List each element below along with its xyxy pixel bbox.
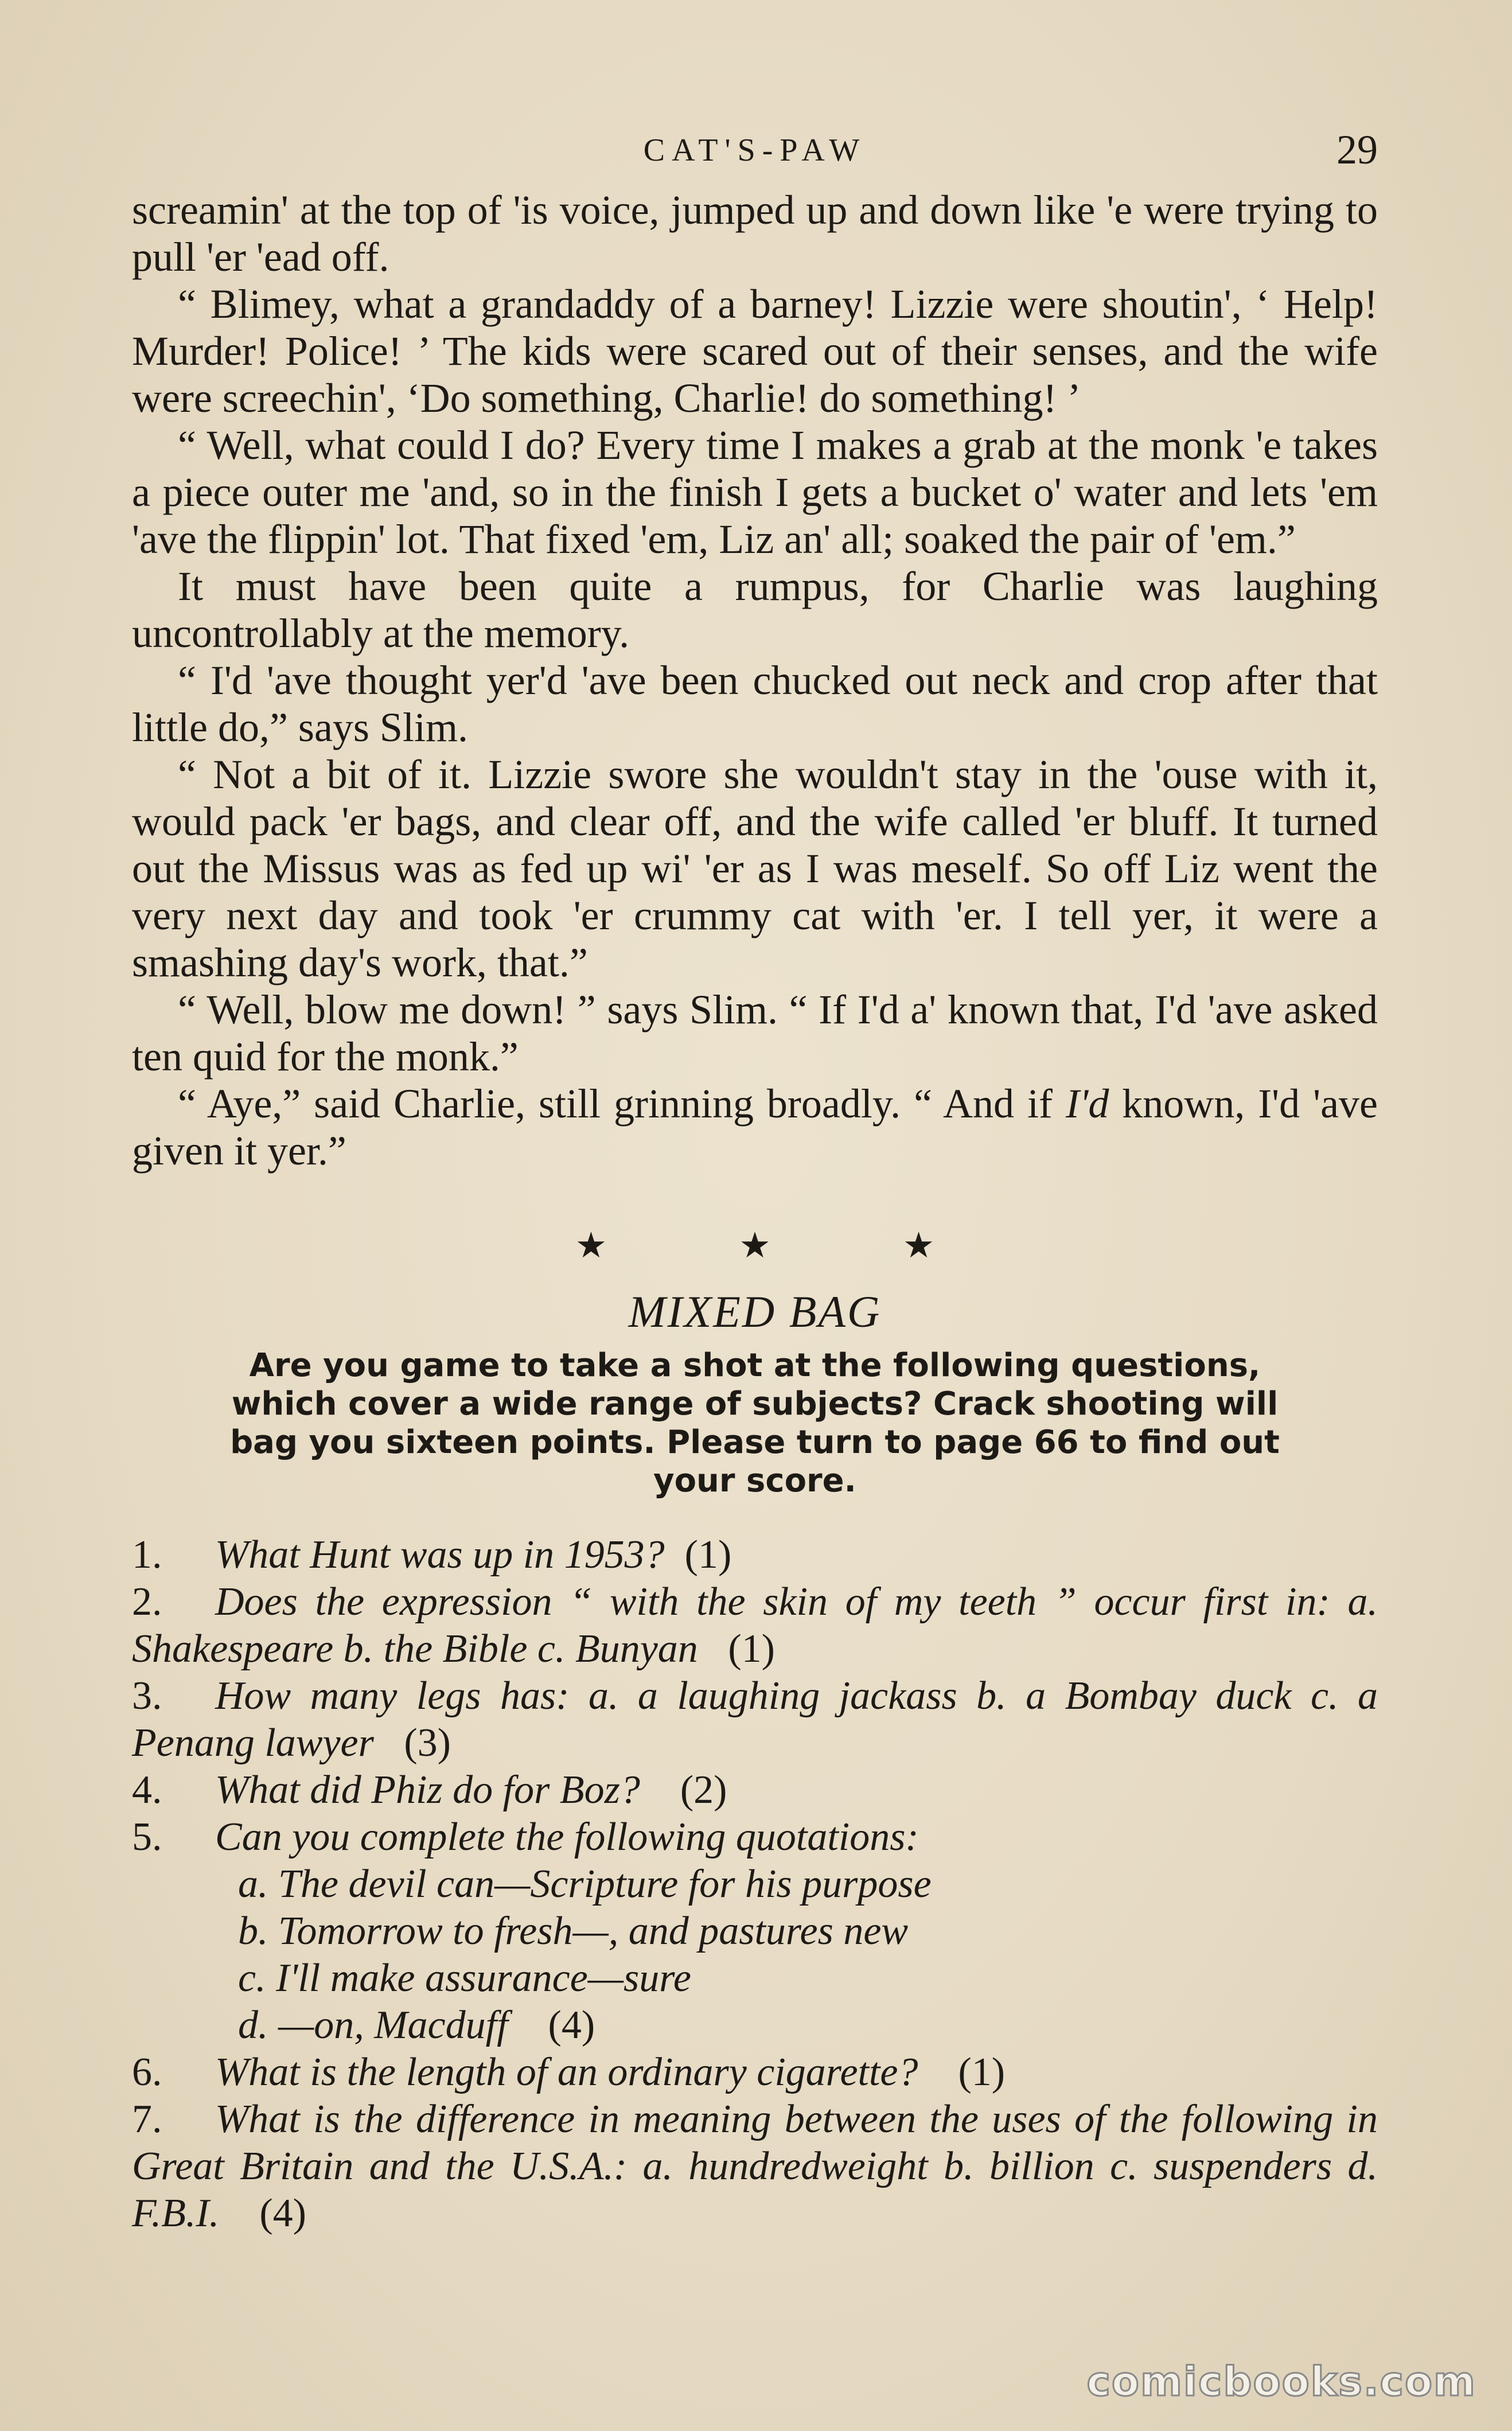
question-content [215,1532,1378,1579]
paragraph-text-after: known, I'd 'ave given it yer.” [132,1081,1378,1174]
question-item [132,1673,1378,1767]
question-text: Does the expression “ with the skin of my teeth ” occur first in: a. Shakespeare b. the Bible c. Bunyan [132,1580,1378,1671]
question-points: (2) [680,1768,727,1812]
story-paragraph: “ Well, what could I do? Every time I makes a grab at the monk 'e takes a piece outer me 'and, so in the finish I gets a bucket o' water and lets 'em 'ave the flippin' lot. That fixed 'em, Liz an' all; soaked the pair of 'em.” [132,422,1378,562]
question-text: What is the difference in meaning between the uses of the following in Great Britain and the U.S.A.: a. hundredweight b. billion c. suspenders d. F.B.I. [132,2097,1378,2235]
page-number: 29 [1336,127,1378,173]
question-points: (4) [259,2191,306,2235]
question-item [132,1579,1378,1673]
question-item [132,2096,1378,2237]
story-paragraph: It must have been quite a rumpus, for Charlie was laughing uncontrollably at the memory. [132,563,1378,656]
question-points: (1) [958,2050,1006,2094]
question-item [132,1532,1378,1579]
story-paragraph: “ Well, blow me down! ” says Slim. “ If I'd a' known that, I'd 'ave asked ten quid for the monk.” [132,987,1378,1080]
question-text: What is the length of an ordinary cigarette? [215,2050,918,2094]
story-paragraph-last [132,1080,1378,1174]
question-number: 1. [132,1533,162,1577]
question-content [215,1767,1378,1814]
question-text: What Hunt was up in 1953? [215,1533,665,1577]
question-content [215,2049,1378,2096]
star-icon: ★ [902,1226,935,1265]
question-number: 2. [132,1580,162,1624]
question-text: How many legs has: a. a laughing jackass b. a Bombay duck c. a Penang lawyer [132,1674,1378,1765]
star-icon: ★ [739,1226,771,1265]
section-divider [132,1220,1378,1272]
book-page [132,118,1378,2237]
question-item [132,1814,1378,1861]
story-text [132,186,1378,1174]
star-icon: ★ [575,1226,607,1265]
quotation-item: b. Tomorrow to fresh—, and pastures new [238,1909,909,1953]
quiz-title: MIXED BAG [628,1287,882,1337]
question-text: Can you complete the following quotations: [215,1815,919,1859]
question-number: 3. [132,1674,162,1718]
page-header [132,118,1378,186]
quiz-questions [132,1532,1378,2237]
question-points: (4) [548,2003,595,2047]
question-number: 6. [132,2050,162,2094]
story-paragraph: “ Not a bit of it. Lizzie swore she wouldn't stay in the 'ouse with it, would pack 'er bags, and clear off, and the wife called 'er bluff. It turned out the Missus was as fed up wi' 'er as I was meself. So off Liz went the very next day and took 'er crummy cat with 'er. I tell yer, it were a smashing day's work, that.” [132,751,1378,985]
question-points: (1) [728,1627,775,1671]
paragraph-emphasis: I'd [1065,1081,1109,1127]
question-points: (1) [684,1533,732,1577]
question-number: 7. [132,2097,162,2141]
question-text: What did Phiz do for Boz? [215,1768,640,1812]
quotation-item-last [132,2002,1378,2049]
watermark-logo: comicbooks.com [1086,2358,1476,2405]
story-paragraph: screamin' at the top of 'is voice, jumped up and down like 'e were trying to pull 'er 'ead off. [132,187,1378,280]
quotation-text: d. —on, Macduff [238,2003,508,2047]
quiz-intro: Are you game to take a shot at the following questions, which cover a wide range of subjects? Crack shooting will bag you sixteen points. Please turn to page 66 to find out your score. [230,1347,1280,1499]
question-item [132,1767,1378,1814]
question-number: 5. [132,1815,162,1859]
quotation-item: a. The devil can—Scripture for his purpose [238,1862,932,1906]
question-points: (3) [404,1721,451,1765]
question-item [132,2049,1378,2096]
story-paragraph: “ Blimey, what a grandaddy of a barney! Lizzie were shoutin', ‘ Help! Murder! Police! ’ The kids were scared out of their senses, and the wife were screechin', ‘Do something, Charlie! do something! ’ [132,281,1378,421]
story-paragraph: “ I'd 'ave thought yer'd 'ave been chucked out neck and crop after that little do,” says Slim. [132,657,1378,750]
question-number: 4. [132,1768,162,1812]
paragraph-text-before: “ Aye,” said Charlie, still grinning broadly. “ And if [178,1081,1066,1127]
running-title: CAT'S-PAW [643,133,867,168]
quotation-item: c. I'll make assurance—sure [238,1956,691,2000]
